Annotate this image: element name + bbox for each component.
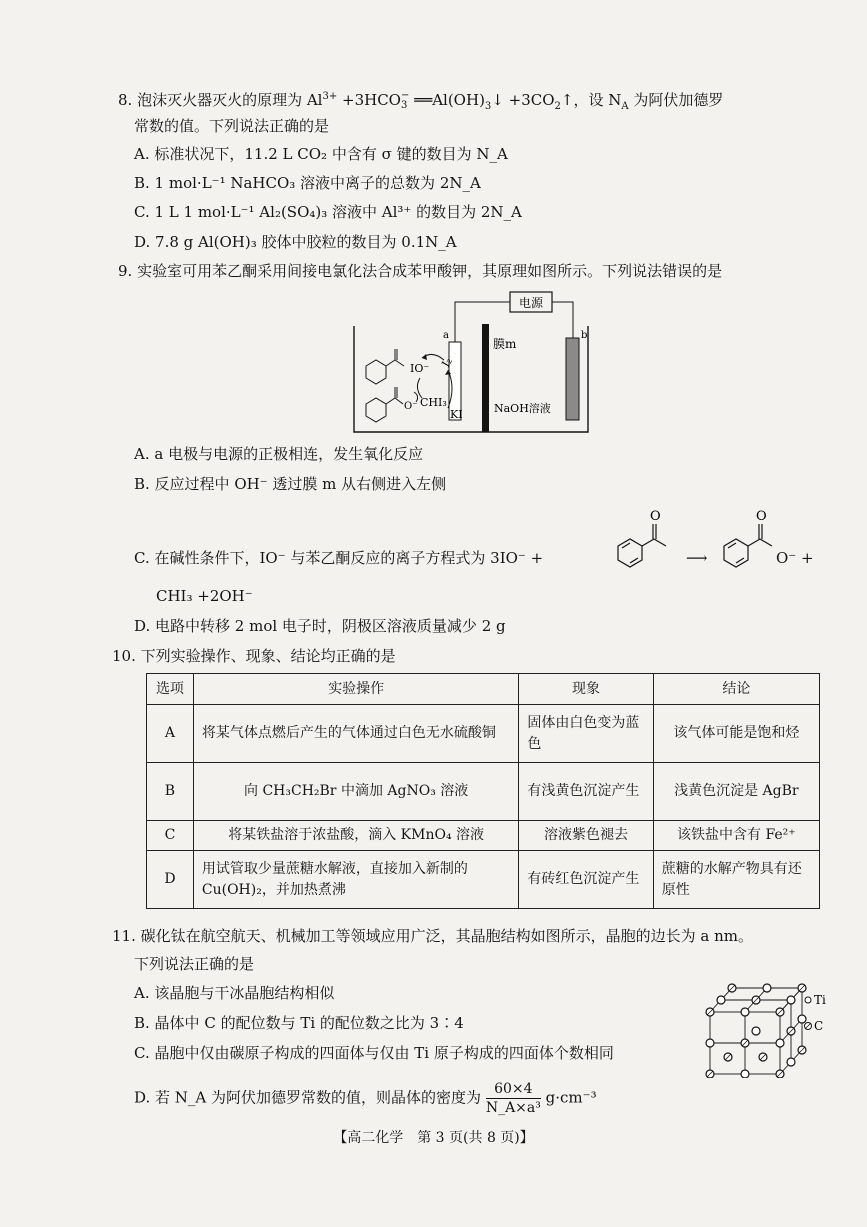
- row-key: A: [147, 705, 194, 763]
- power-supply-label: 电源: [518, 296, 544, 310]
- svg-text:O⁻: O⁻: [404, 401, 418, 412]
- svg-text:O: O: [756, 509, 767, 524]
- q9-option-d: D. 电路中转移 2 mol 电子时，阴极区溶液质量减少 2 g: [134, 617, 506, 635]
- q8-option-d: D. 7.8 g Al(OH)₃ 胶体中胶粒的数目为 0.1N_A: [134, 233, 457, 251]
- naoh-solution-label: NaOH溶液: [494, 402, 551, 415]
- row-operation: 用试管取少量蔗糖水解液，直接加入新制的 Cu(OH)₂，并加热煮沸: [193, 851, 518, 909]
- legend-c-label: C: [814, 1019, 824, 1033]
- q9-option-a: A. a 电极与电源的正极相连，发生氧化反应: [134, 445, 424, 463]
- iodoform-label: CHI₃: [420, 396, 447, 409]
- density-fraction: [486, 1080, 541, 1117]
- titanium-carbide-unit-cell: [698, 982, 832, 1078]
- table-row: [147, 851, 820, 909]
- row-conclusion: 蔗糖的水解产物具有还原性: [653, 851, 819, 909]
- header-operation: 实验操作: [193, 674, 518, 705]
- svg-text:O: O: [650, 509, 661, 524]
- page-footer: 【高二化学 第 3 页(共 8 页)】: [333, 1130, 534, 1146]
- row-phenomenon: 固体由白色变为蓝色: [519, 705, 653, 763]
- row-phenomenon: 溶液紫色褪去: [519, 821, 653, 851]
- table-header-row: [147, 674, 820, 705]
- row-operation: 向 CH₃CH₂Br 中滴加 AgNO₃ 溶液: [193, 763, 518, 821]
- q11-option-a: A. 该晶胞与干冰晶胞结构相似: [134, 984, 335, 1002]
- q8-option-b: B. 1 mol·L⁻¹ NaHCO₃ 溶液中离子的总数为 2N_A: [134, 174, 481, 192]
- q8-option-c: C. 1 L 1 mol·L⁻¹ Al₂(SO₄)₃ 溶液中 Al³⁺ 的数目为 2N_A: [134, 203, 522, 221]
- table-row: [147, 763, 820, 821]
- q8-stem-line2: 常数的值。下列说法正确的是: [134, 117, 330, 135]
- electrode-a-label: a: [443, 330, 449, 341]
- row-phenomenon: 有砖红色沉淀产生: [519, 851, 653, 909]
- table-row: [147, 705, 820, 763]
- row-phenomenon: 有浅黄色沉淀产生: [519, 763, 653, 821]
- electrolysis-diagram: [352, 288, 592, 436]
- benzoate-structure: [366, 387, 403, 422]
- density-denominator: N_A×a³: [485, 1100, 541, 1116]
- q9-option-b: B. 反应过程中 OH⁻ 透过膜 m 从右侧进入左侧: [134, 475, 447, 493]
- header-conclusion: 结论: [653, 674, 819, 705]
- q9-option-c-line1: C. 在碱性条件下，IO⁻ 与苯乙酮反应的离子方程式为 3IO⁻ +: [134, 549, 544, 567]
- q11-option-d-text: D. 若 N_A 为阿伏加德罗常数的值，则晶体的密度为: [134, 1088, 482, 1107]
- row-key: C: [147, 821, 194, 851]
- row-key: D: [147, 851, 194, 909]
- row-conclusion: 浅黄色沉淀是 AgBr: [653, 763, 819, 821]
- q11-stem-line1: 11. 碳化钛在航空航天、机械加工等领域应用广泛，其晶胞结构如图所示，晶胞的边长为 a nm。: [112, 927, 753, 945]
- ki-label: KI: [450, 408, 463, 421]
- row-key: B: [147, 763, 194, 821]
- row-operation: 将某铁盐溶于浓盐酸，滴入 KMnO₄ 溶液: [193, 821, 518, 851]
- legend-ti-label: Ti: [814, 993, 826, 1007]
- header-key: 选项: [147, 674, 194, 705]
- q10-table: [146, 673, 820, 909]
- row-operation: 将某气体点燃后产生的气体通过白色无水硫酸铜: [193, 705, 518, 763]
- benzoate-charge-plus: O⁻ +: [776, 549, 814, 567]
- q8-stem-line1: 8. 泡沫灭火器灭火的原理为 $Al^{3+} +3HCO$ − 3 $══Al(OH)_3↓$ $+3CO_2↑$，设 $N_A$ 为阿伏加德罗: [118, 90, 724, 112]
- row-conclusion: 该气体可能是饱和烃: [653, 705, 819, 763]
- iodate-label: IO⁻: [410, 362, 430, 375]
- q11-option-c: C. 晶胞中仅由碳原子构成的四面体与仅由 Ti 原子构成的四面体个数相同: [134, 1044, 614, 1062]
- q10-stem: 10. 下列实验操作、现象、结论均正确的是: [112, 647, 396, 665]
- density-unit: g·cm⁻³: [545, 1088, 597, 1107]
- q9-stem: 9. 实验室可用苯乙酮采用间接电氯化法合成苯甲酸钾，其原理如图所示。下列说法错误的是: [118, 262, 723, 280]
- header-phenomenon: 现象: [519, 674, 653, 705]
- density-numerator: 60×4: [486, 1080, 541, 1099]
- row-conclusion: 该铁盐中含有 Fe²⁺: [653, 821, 819, 851]
- electrode-b: [566, 338, 579, 420]
- q11-option-b: B. 晶体中 C 的配位数与 Ti 的配位数之比为 3∶4: [134, 1014, 464, 1032]
- q11-option-d: [134, 1080, 597, 1117]
- q8-option-a: A. 标准状况下，11.2 L CO₂ 中含有 σ 键的数目为 N_A: [134, 145, 508, 163]
- table-row: [147, 821, 820, 851]
- electrode-b-label: b: [581, 330, 588, 341]
- q9-option-c-line2: CHI₃ +2OH⁻: [156, 587, 253, 605]
- membrane-m: [482, 324, 489, 432]
- iodine-label: I₂: [439, 355, 455, 370]
- acetophenone-structure: [366, 349, 404, 384]
- legend-ti-marker: [805, 997, 811, 1003]
- q11-stem-line2: 下列说法正确的是: [134, 955, 255, 973]
- membrane-label: 膜m: [493, 337, 517, 351]
- acetophenone-equation-structure: [612, 502, 682, 576]
- reaction-arrow: ⟶: [686, 549, 708, 567]
